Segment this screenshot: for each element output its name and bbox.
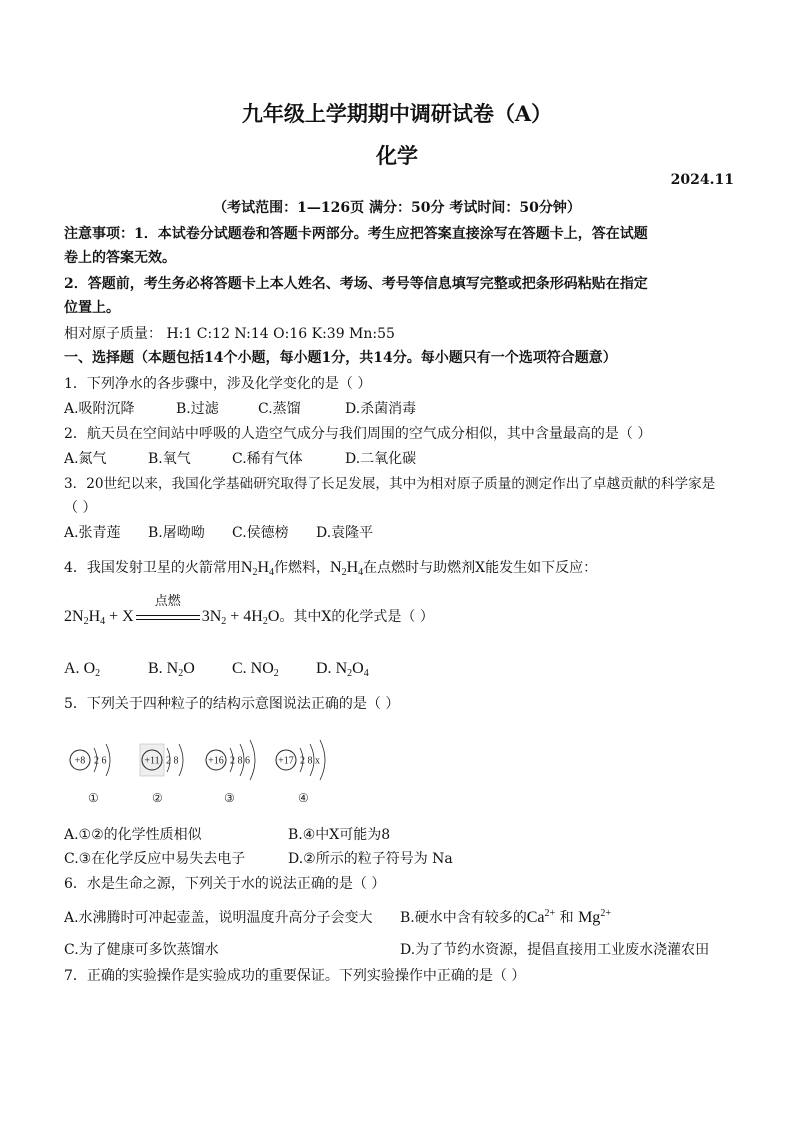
atom-1-label: ①	[88, 791, 99, 805]
q5-option-b: B.④中X可能为8	[288, 827, 391, 843]
q1-option-d: D.杀菌消毒	[345, 401, 417, 417]
atom-diagram-4	[276, 740, 325, 805]
q1-option-b: B.过滤	[176, 401, 219, 417]
reaction-equation: $2N_2H_4 + X$ 点燃 $3N_2 + 4H_2O$。其中X的化学式是（ ）	[64, 594, 434, 627]
atom-3-shells: 2 8 6	[230, 755, 250, 767]
atom-2-nucleus: +11	[144, 755, 160, 767]
q3-option-b: B.屠呦呦	[148, 525, 205, 541]
atom-1-nucleus: +8	[74, 755, 86, 767]
atom-structure-diagrams	[64, 732, 364, 812]
question-5-stem: 5．下列关于四种粒子的结构示意图说法正确的是（ ）	[64, 696, 400, 712]
q4-option-b: B. $N_2O$	[148, 660, 195, 679]
formula-n2h4: $N_2H_4$	[330, 559, 364, 578]
question-4-stem: 4．我国发射卫星的火箭常用$N_2H_4$作燃料，$N_2H_4$在点燃时与助燃剂X能发生如下反应：	[64, 559, 598, 578]
ion-calcium: $Ca^{2+}$	[526, 908, 556, 926]
question-2-stem: 2．航天员在空间站中呼吸的人造空气成分与我们周围的空气成分相似，其中含量最高的是（ ）	[64, 426, 652, 442]
q3-option-c: C.侯德榜	[232, 525, 289, 541]
atom-diagram-1	[70, 744, 110, 805]
q4-option-c: C. $NO_2$	[232, 660, 279, 679]
atom-1-shells: 2 6	[94, 755, 107, 767]
q2-option-b: B.氧气	[148, 451, 191, 467]
q6-option-a: A.水沸腾时可冲起壶盖，说明温度升高分子会变大	[64, 910, 373, 926]
exam-title: 九年级上学期期中调研试卷（A）	[241, 101, 553, 126]
atom-3-label: ③	[224, 791, 235, 805]
q6-option-d: D.为了节约水资源，提倡直接用工业废水浇灌农田	[400, 942, 710, 958]
notice-line-2: 卷上的答案无效。	[64, 250, 176, 266]
atom-4-shells: 2 8 x	[300, 755, 320, 767]
reaction-arrow: 点燃	[136, 608, 200, 626]
question-7-stem: 7．正确的实验操作是实验成功的重要保证。下列实验操作中正确的是（ ）	[64, 968, 526, 984]
notice-line-1: 注意事项：1．本试卷分试题卷和答题卡两部分。考生应把答案直接涂写在答题卡上，答在试题	[64, 226, 648, 242]
q3-option-a: A.张青莲	[64, 525, 121, 541]
atom-4-label: ④	[298, 791, 309, 805]
atom-4-nucleus: +17	[278, 755, 294, 767]
atom-2-label: ②	[152, 791, 163, 805]
q2-option-c: C.稀有气体	[232, 451, 303, 467]
q5-option-c: C.③在化学反应中易失去电子	[64, 851, 246, 867]
notice-line-3: 2．答题前，考生务必将答题卡上本人姓名、考场、考号等信息填写完整或把条形码粘贴在指定	[64, 276, 648, 292]
ion-magnesium: $Mg^{2+}$	[578, 908, 611, 926]
question-6-stem: 6．水是生命之源，下列关于水的说法正确的是（ ）	[64, 876, 386, 892]
exam-date: 2024.11	[670, 172, 734, 188]
q2-option-a: A.氮气	[64, 451, 107, 467]
q6-option-b: B.硬水中含有较多的$Ca^{2+}$ 和 $Mg^{2+}$	[400, 908, 611, 926]
notice-line-4: 位置上。	[64, 300, 120, 316]
atom-2-shells: 2 8	[166, 755, 179, 767]
atom-3-nucleus: +16	[208, 755, 224, 767]
atom-diagram-3	[206, 740, 255, 805]
atomic-mass: 相对原子质量： H:1 C:12 N:14 O:16 K:39 Mn:55	[64, 326, 395, 342]
question-1-stem: 1．下列净水的各步骤中，涉及化学变化的是（ ）	[64, 376, 372, 392]
q3-option-d: D.袁隆平	[316, 525, 374, 541]
q5-option-d: D.②所示的粒子符号为 Na	[288, 851, 453, 867]
question-3-stem-1: 3．20世纪以来，我国化学基础研究取得了长足发展，其中为相对原子质量的测定作出了卓越贡献的科学家是	[64, 476, 716, 492]
q4-option-d: D. $N_2O_4$	[316, 660, 369, 679]
formula-n2h4: $N_2H_4$	[240, 559, 275, 578]
q1-option-a: A.吸附沉降	[64, 401, 135, 417]
atom-diagram-2	[140, 744, 183, 805]
q2-option-d: D.二氧化碳	[345, 451, 417, 467]
q5-option-a: A.①②的化学性质相似	[64, 827, 202, 843]
subject-title: 化学	[376, 143, 418, 168]
q1-option-c: C.蒸馏	[258, 401, 301, 417]
exam-scope: （考试范围：1—126页 满分：50分 考试时间：50分钟）	[213, 200, 581, 216]
q4-option-a: A. $O_2$	[64, 660, 101, 679]
question-3-stem-2: （ ）	[64, 500, 97, 516]
section-heading: 一、选择题（本题包括14个小题，每小题1分，共14分。每小题只有一个选项符合题意）	[64, 350, 617, 366]
q6-option-c: C.为了健康可多饮蒸馏水	[64, 942, 219, 958]
